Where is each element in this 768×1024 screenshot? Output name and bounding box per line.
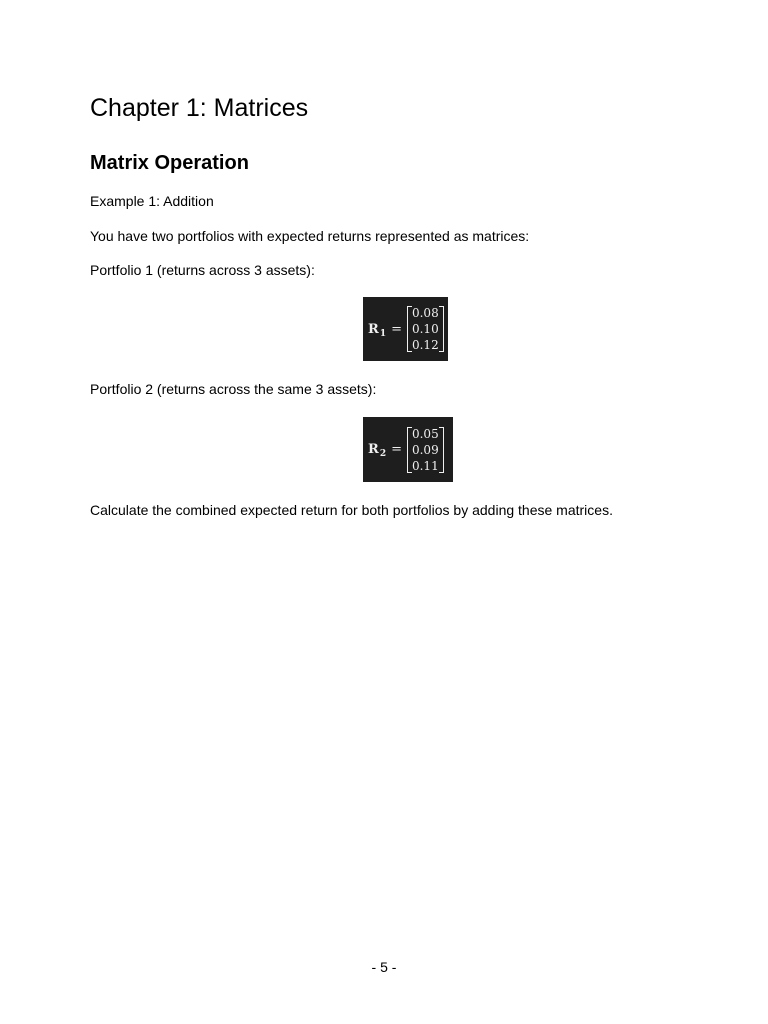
matrix-subscript: 1 xyxy=(379,328,387,339)
example-label: Example 1: Addition xyxy=(90,193,214,209)
vector-entry: 0.08 xyxy=(411,306,439,320)
column-vector xyxy=(407,426,444,474)
column-vector xyxy=(407,305,444,353)
portfolio1-matrix-equation xyxy=(363,297,448,361)
calculate-instruction: Calculate the combined expected return for both portfolios by adding these matrices. xyxy=(90,502,613,518)
portfolio1-label: Portfolio 1 (returns across 3 assets): xyxy=(90,262,315,278)
vector-entry: 0.10 xyxy=(411,322,439,336)
matrix-symbol xyxy=(363,322,386,337)
chapter-title: Chapter 1: Matrices xyxy=(90,94,309,122)
portfolio2-matrix-equation xyxy=(363,417,453,482)
matrix-letter: R xyxy=(368,321,379,337)
vector-entry: 0.11 xyxy=(411,458,439,473)
portfolio2-label: Portfolio 2 (returns across the same 3 assets): xyxy=(90,381,377,397)
vector-entry: 0.09 xyxy=(411,442,439,457)
intro-paragraph: You have two portfolios with expected returns represented as matrices: xyxy=(90,228,530,244)
section-heading: Matrix Operation xyxy=(90,152,249,174)
vector-entry: 0.12 xyxy=(411,338,439,352)
matrix-symbol xyxy=(363,442,386,457)
equals-sign: = xyxy=(391,321,402,337)
vector-entry: 0.05 xyxy=(411,426,439,441)
matrix-subscript: 2 xyxy=(379,449,387,459)
matrix-letter: R xyxy=(368,442,379,457)
page-number: - 5 - xyxy=(371,959,397,975)
equals-sign: = xyxy=(391,442,402,457)
